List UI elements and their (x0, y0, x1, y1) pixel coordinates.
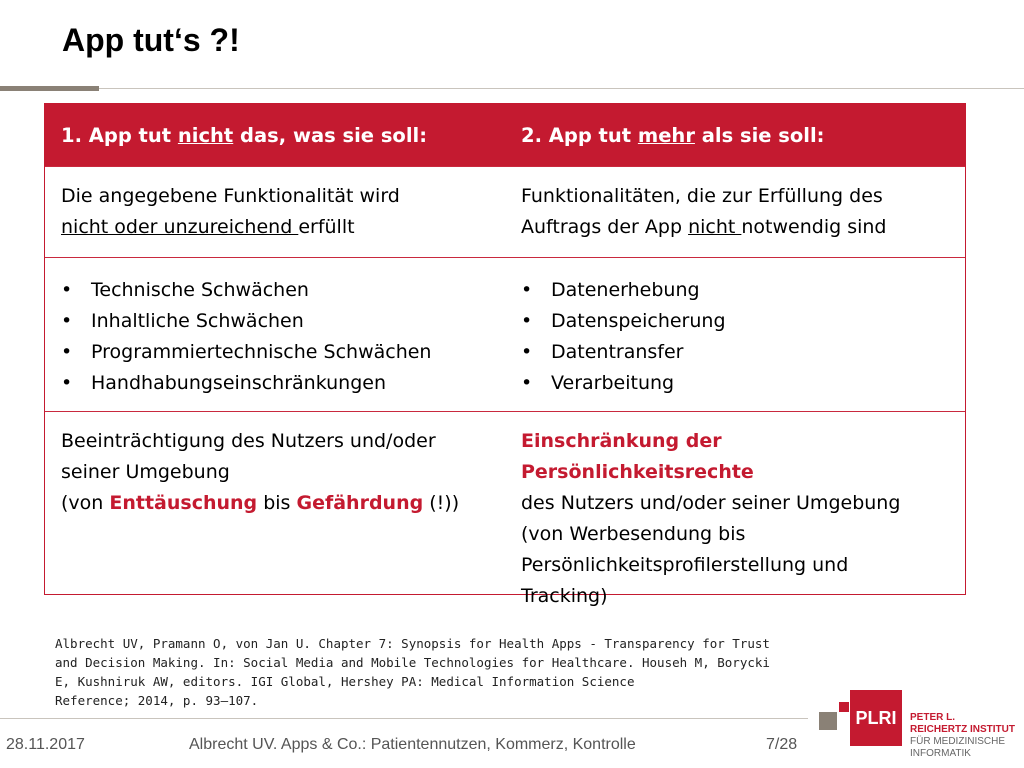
definition-right-pre: Auftrags der App (521, 216, 689, 238)
list-item: • Datentransfer (521, 337, 959, 368)
comparison-table (44, 103, 966, 607)
logo-line3: FÜR MEDIZINISCHE (910, 736, 1005, 747)
header-left-post: das, was sie soll: (233, 123, 427, 147)
list-item: • Datenspeicherung (521, 306, 959, 337)
definition-left-post: erfüllt (298, 216, 355, 238)
definition-right-post: notwendig sind (741, 216, 887, 238)
title-accent-bar (0, 86, 99, 91)
logo-mark: PLRI (855, 707, 897, 728)
list-item: • Handhabungseinschränkungen (61, 368, 499, 399)
reference-citation (55, 634, 965, 710)
reference-line: and Decision Making. In: Social Media and Mobile Technologies for Healthcare. Househ M, Borycki (55, 655, 770, 670)
impact-right-line5: Tracking) (521, 585, 608, 607)
impact-left-line1: Beeinträchtigung des Nutzers und/oder (61, 430, 436, 452)
slide-title: App tut‘s ?! (62, 22, 240, 58)
impact-right-line2: des Nutzers und/oder seiner Umgebung (521, 492, 901, 514)
header-right-post: als sie soll: (694, 123, 825, 147)
table-row-impact (45, 412, 965, 607)
header-left-pre: 1. App tut (61, 123, 178, 147)
header-right-pre: 2. App tut (521, 123, 638, 147)
impact-left-red2: Gefährdung (296, 492, 424, 514)
page-number: 7/28 (766, 736, 798, 753)
impact-right-red: Einschränkung der Persönlichkeitsrechte (521, 430, 754, 483)
reference-line: Reference; 2014, p. 93–107. (55, 693, 259, 708)
footer-text: Albrecht UV. Apps & Co.: Patientennutzen, Kommerz, Kontrolle (189, 736, 636, 753)
definition-right-line1: Funktionalitäten, die zur Erfüllung des (521, 185, 883, 207)
list-item: • Inhaltliche Schwächen (61, 306, 499, 337)
logo-line4: INFORMATIK (910, 748, 971, 759)
footer-date: 28.11.2017 (6, 736, 85, 753)
impact-right-line4: Persönlichkeitsprofilerstellung und (521, 554, 849, 576)
examples-cell-right (505, 275, 965, 411)
list-item: • Verarbeitung (521, 368, 959, 399)
definition-cell-left (45, 181, 505, 257)
examples-left-list (61, 275, 499, 399)
plri-logo (850, 690, 902, 746)
header-left-underlined: nicht (177, 123, 234, 147)
footer-square-red (839, 702, 849, 712)
definition-cell-right (505, 181, 965, 257)
header-cell-right (505, 120, 965, 151)
definition-left-line1: Die angegebene Funktionalität wird (61, 185, 400, 207)
footer-divider (0, 718, 808, 719)
reference-line: E, Kushniruk AW, editors. IGI Global, Hershey PA: Medical Information Science (55, 674, 635, 689)
examples-cell-left (45, 275, 505, 411)
list-item: • Technische Schwächen (61, 275, 499, 306)
table-row-definition (45, 167, 965, 258)
examples-right-list (521, 275, 959, 399)
impact-cell-right (505, 426, 965, 607)
impact-left-line3 (61, 488, 499, 519)
title-divider (99, 88, 1024, 89)
definition-right-underlined: nicht (688, 216, 742, 238)
logo-line2: REICHERTZ INSTITUT (910, 724, 1015, 735)
definition-right-line2 (521, 212, 959, 243)
reference-line: Albrecht UV, Pramann O, von Jan U. Chapter 7: Synopsis for Health Apps - Transparency for Trust (55, 636, 770, 651)
impact-right-line3: (von Werbesendung bis (521, 523, 746, 545)
impact-left-pre: (von (61, 492, 110, 514)
list-item: • Datenerhebung (521, 275, 959, 306)
table-header-row (45, 104, 965, 167)
table-row-examples (45, 258, 965, 412)
impact-cell-left (45, 426, 505, 594)
definition-left-underlined: nicht oder unzureichend (61, 216, 299, 238)
logo-line1: PETER L. (910, 712, 956, 723)
list-item: • Programmiertechnische Schwächen (61, 337, 499, 368)
header-right-underlined: mehr (637, 123, 695, 147)
definition-left-line2 (61, 212, 499, 243)
footer-square-taupe (819, 712, 837, 730)
header-cell-left (45, 120, 505, 151)
impact-left-line2: seiner Umgebung (61, 461, 230, 483)
impact-left-post: (!)) (423, 492, 460, 514)
impact-left-mid: bis (257, 492, 297, 514)
logo-text (910, 712, 1015, 760)
impact-left-red1: Enttäuschung (109, 492, 258, 514)
